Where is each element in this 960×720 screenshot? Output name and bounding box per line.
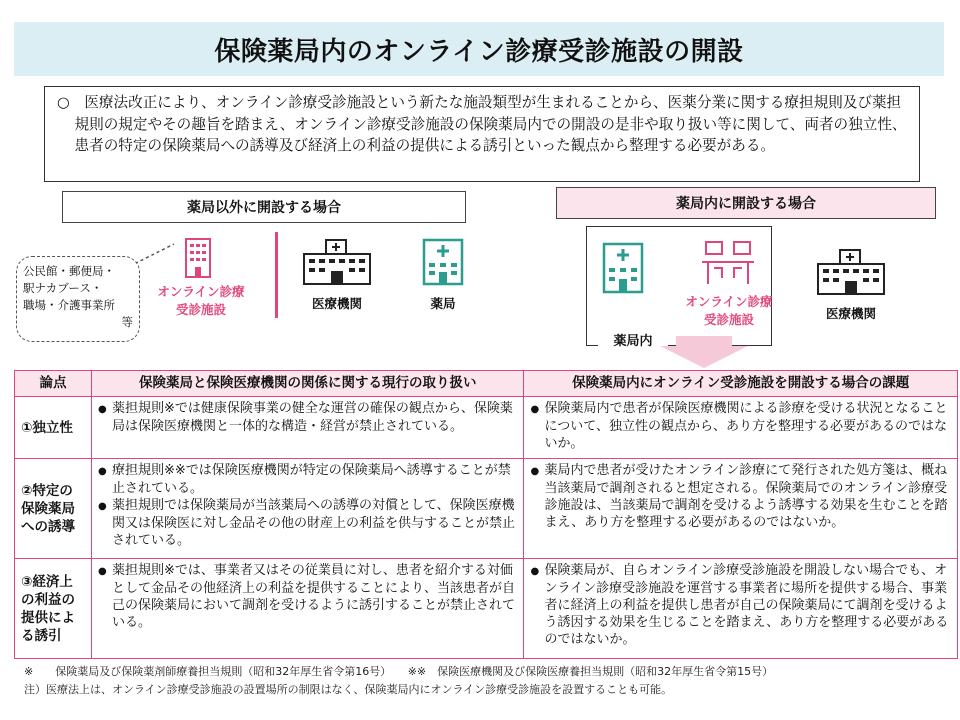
hospital-inside-caption: 医療機関 (825, 306, 876, 321)
bullet-text: ● 薬局内で患者が受けたオンライン診療にて発行された処方箋は、概ね当該薬局で調剤されると想定される。保険薬局でのオンライン診療受診施設は、当該薬局で調剤を受けるよう誘導する効果を生むことを踏まえ、あり方を整理する必要があるのではないか。 (530, 462, 951, 531)
row-current (91, 459, 524, 559)
page-title: 保険薬局内のオンライン診療受診施設の開設 (214, 36, 744, 67)
intro-text: ○ 医療法改正により、オンライン診療受診施設という新たな施設類型が生まれることから、医薬分業に関する療担規則及び薬担規則の規定やその趣旨を踏まえ、オンライン診療受診施設の保険薬局内での開設の是非や取り扱い等に関して、両者の独立性、患者の特定の保険薬局への誘導及び経済上の利益の提供による誘引といった観点から整理する必要がある。 (44, 86, 920, 182)
caption-line: 受診施設 (703, 312, 754, 327)
divider (275, 232, 278, 318)
bubble-line: 駅ナカブース・ (23, 281, 103, 295)
online-facility-building-icon (180, 236, 216, 280)
table-row (15, 459, 958, 559)
bullet-text: ● 薬担規則では保険薬局が当該薬局への誘導の対償として、保険医療機関又は保険医に対し金品その他の財産上の利益を供与することが禁止されている。 (98, 497, 518, 549)
header-issue: 保険薬局内にオンライン受診施設を開設する場合の課題 (524, 371, 958, 397)
bullet-text: ● 薬担規則※では健康保険事業の健全な運営の確保の観点から、保険薬局は保険医療機関と一体的な構造・経営が禁止されている。 (98, 400, 518, 435)
footnote-remark: 注）医療法上は、オンライン診療受診施設の設置場所の制限はなく、保険薬局内にオンライン診療受診施設を設置することも可能。 (24, 683, 673, 696)
location-bubble (16, 256, 140, 342)
row-issue (524, 397, 958, 459)
footnote-references: ※ 保険薬局及び保険薬剤師療養担当規則（昭和32年厚生省令第16号） ※※ 保険医療機関及び保険医療養担当規則（昭和32年厚生省令第15号） (24, 665, 774, 678)
row-point: ①独立性 (15, 397, 92, 459)
table-row (15, 559, 958, 659)
row-current (91, 559, 524, 659)
arrow-down-icon (660, 346, 748, 368)
bubble-line: 職場・介護事業所 (23, 298, 115, 312)
row-current (91, 397, 524, 459)
title-bar (14, 22, 944, 76)
inside-label: 薬局内に開設する場合 (556, 187, 936, 219)
issues-table (14, 370, 958, 659)
pharmacy-icon (420, 236, 466, 288)
caption-line: 受診施設 (175, 302, 226, 317)
bubble-line: 公民館・郵便局・ (23, 264, 115, 278)
header-current: 保険薬局と保険医療機関の関係に関する現行の取り扱い (91, 371, 524, 397)
hospital-inside-icon (814, 248, 888, 298)
bullet-text: ● 療担規則※※では保険医療機関が特定の保険薬局へ誘導することが禁止されている。 (98, 462, 518, 497)
hospital-caption: 医療機関 (311, 296, 362, 311)
online-booth-caption (676, 292, 782, 328)
pharmacy-inside-icon (600, 240, 646, 296)
pharmacy-caption: 薬局 (430, 296, 456, 311)
table-row (15, 397, 958, 459)
caption-line: オンライン診療 (685, 294, 773, 309)
bullet-text: ● 保険薬局が、自らオンライン診療受診施設を開設しない場合でも、オンライン診療受診施設を運営する事業者に場所を提供する場合、事業者に経済上の利益を提供し患者が自己の保険薬局にて調剤を受けるよう誘因する効果を生じることを踏まえ、あり方を整理する必要があるのではないか。 (530, 562, 951, 648)
header-point: 論点 (15, 371, 92, 397)
bubble-line: 等 (121, 315, 133, 329)
row-issue (524, 559, 958, 659)
outside-label: 薬局以外に開設する場合 (62, 191, 466, 223)
pharmacy-inside-tag: 薬局内 (598, 328, 668, 350)
online-facility-caption (146, 282, 256, 318)
bullet-text: ● 保険薬局内で患者が保険医療機関による診療を受ける状況となることについて、独立性の観点から、あり方を整理する必要があるのではないか。 (530, 400, 951, 452)
row-point: ③経済上の利益の提供による誘引 (15, 559, 92, 659)
table-header-row (15, 371, 958, 397)
hospital-icon (300, 238, 374, 288)
row-point: ②特定の保険薬局への誘導 (15, 459, 92, 559)
bullet-text: ● 薬担規則※では、事業者又はその従業員に対し、患者を紹介する対価として金品その他経済上の利益を提供することにより、当該患者が自己の保険薬局において調剤を受けるように誘引することが禁止されている。 (98, 562, 518, 631)
row-issue (524, 459, 958, 559)
caption-line: オンライン診療 (157, 284, 245, 299)
online-booth-icon (700, 238, 756, 288)
